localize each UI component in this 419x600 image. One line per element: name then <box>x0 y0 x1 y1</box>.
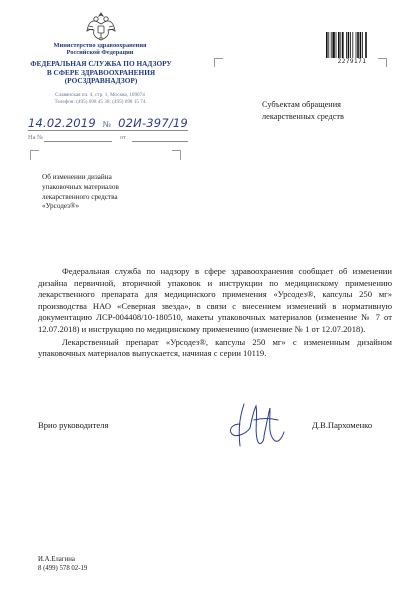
barcode-bar <box>346 32 347 58</box>
barcode-bar <box>326 32 328 58</box>
executor-block <box>38 556 87 573</box>
subject-line-3: лекарственного средства <box>42 192 118 201</box>
agency-line-2: В СФЕРЕ ЗДРАВООХРАНЕНИЯ <box>46 67 156 77</box>
recipient-block <box>262 99 392 122</box>
executor-phone: 8 (499) 578 02-19 <box>38 564 88 572</box>
recipient-corner-right <box>378 58 387 67</box>
body-paragraph-2: Лекарственный препарат «Урсодез®, капсулы 250 мг» с измененным дизайном упаковочных материалов выпускается, начиная с серии 10119. <box>38 336 392 359</box>
registration-number: 02И-397/19 <box>118 116 188 130</box>
barcode-bar <box>356 32 357 58</box>
ministry-name <box>30 42 170 57</box>
ref-label: На № <box>28 134 44 141</box>
address-line: Славянская пл. 4, стр. 1, Москва, 109074 <box>55 92 145 98</box>
ministry-line-1: Министерство здравоохранения <box>53 42 147 49</box>
barcode-bar <box>332 32 334 58</box>
agency-line-1: ФЕДЕРАЛЬНАЯ СЛУЖБА ПО НАДЗОРУ <box>30 59 172 68</box>
signatory-name: Д.В.Пархоменко <box>312 420 373 430</box>
signatory-role: Врио руководителя <box>38 420 109 430</box>
phone-line: Телефон: (495) 698 45 38; (495) 698 15 74 <box>54 98 146 105</box>
coat-of-arms-icon <box>84 9 118 43</box>
ministry-line-2: Российской Федерации <box>66 49 134 57</box>
executor-name: И.А.Елагина <box>38 556 75 563</box>
barcode-bar <box>357 32 359 58</box>
ref-date-blank <box>132 141 188 142</box>
barcode-bar <box>342 32 344 58</box>
letter-body <box>38 266 392 360</box>
barcode-bar <box>328 32 329 58</box>
barcode-number: 2279171 <box>337 58 367 65</box>
recipient-line-1: Субъектам обращения <box>262 100 341 109</box>
barcode <box>326 32 378 58</box>
subject-line-2: упаковочных материалов <box>42 182 119 191</box>
barcode-bar <box>331 32 332 58</box>
barcode-bar <box>365 32 367 58</box>
letter-subject <box>42 173 172 212</box>
barcode-bar <box>348 32 350 58</box>
registration-date: 14.02.2019 <box>28 116 96 130</box>
subject-line-4: «Урсодез®» <box>42 202 80 211</box>
agency-address <box>30 92 170 105</box>
date-underline <box>28 130 188 131</box>
subject-corner-right <box>172 150 181 160</box>
barcode-bar <box>336 32 337 58</box>
recipient-corner-left <box>214 58 223 67</box>
barcode-bar <box>338 32 340 58</box>
barcode-bar <box>360 32 362 58</box>
agency-name <box>22 60 180 86</box>
recipient-line-2: лекарственных средств <box>262 111 344 121</box>
agency-line-3: (РОСЗДРАВНАДЗОР) <box>64 76 138 86</box>
number-sign: № <box>102 120 112 129</box>
reference-line <box>28 133 188 143</box>
barcode-bar <box>340 32 341 58</box>
barcode-bar <box>350 32 351 58</box>
handwritten-signature-icon <box>224 398 292 454</box>
registration-line <box>28 116 188 130</box>
barcode-bar <box>352 32 353 58</box>
body-paragraph-1: Федеральная служба по надзору в сфере здравоохранения сообщает об изменении дизайна первичной, вторичной упаковок и инструкции по медицинскому применению лекарственного препарата для медицинского применения «Урсодез®, капсулы 250 мг» производства НАО «Северная звезда», в связи с внесением изменений в нормативную документацию ЛСР-004408/10-180510, макеты упаковочных материалов (изменение № 7 от 12.07.2018) и инструкцию по медицинскому применению (изменение № 1 от 12.07.2018). <box>38 266 392 334</box>
subject-line-1: Об изменении дизайна <box>42 173 112 181</box>
ref-number-blank <box>44 141 112 142</box>
ref-from-label: от <box>120 134 126 141</box>
subject-corner-left <box>30 150 39 160</box>
barcode-bar <box>362 32 363 58</box>
